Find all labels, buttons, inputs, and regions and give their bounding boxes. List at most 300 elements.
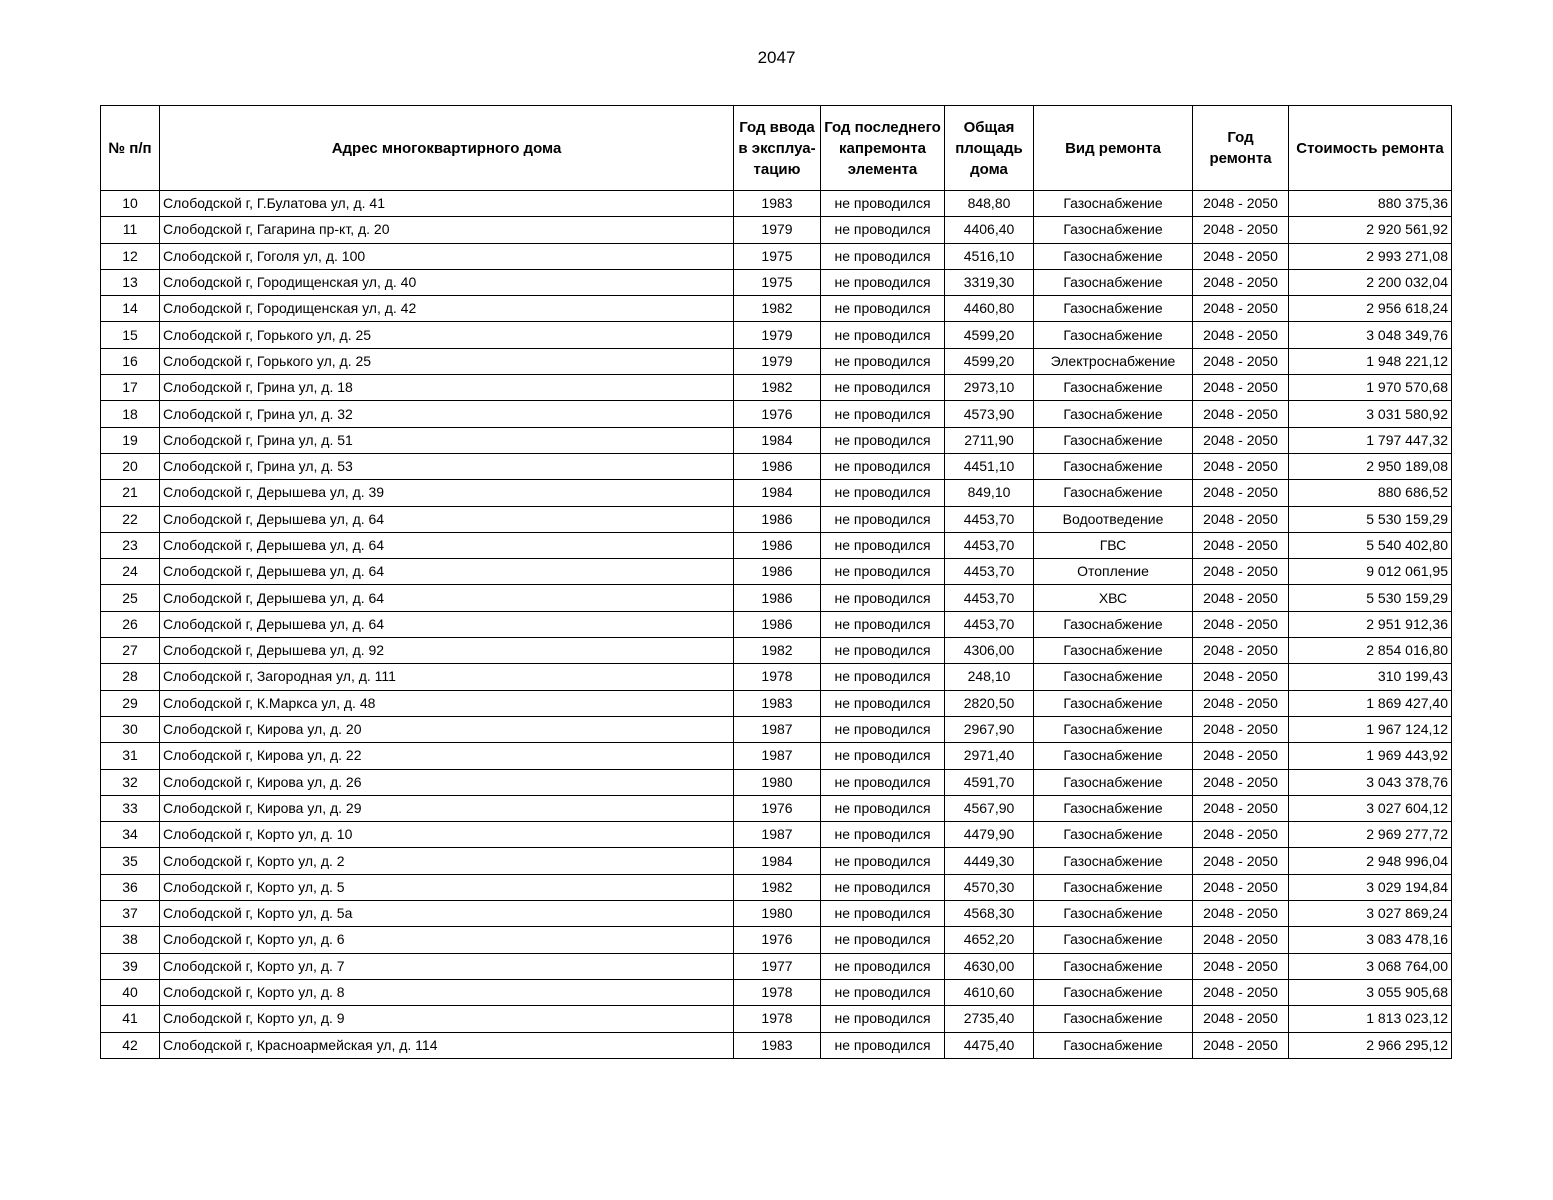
cell-number: 22	[101, 506, 160, 532]
cell-address: Слободской г, Грина ул, д. 18	[160, 375, 734, 401]
cell-number: 41	[101, 1006, 160, 1032]
table-row	[101, 322, 1452, 348]
cell-repair-type: ХВС	[1034, 585, 1193, 611]
cell-address: Слободской г, Кирова ул, д. 26	[160, 769, 734, 795]
table-row	[101, 953, 1452, 979]
cell-commission-year: 1983	[734, 1032, 821, 1058]
cell-address: Слободской г, Горького ул, д. 25	[160, 322, 734, 348]
header-address: Адрес многоквартирного дома	[160, 106, 734, 191]
cell-repair-type: Газоснабжение	[1034, 979, 1193, 1005]
table-row	[101, 427, 1452, 453]
cell-total-area: 4306,00	[945, 638, 1034, 664]
cell-repair-year: 2048 - 2050	[1193, 348, 1289, 374]
cell-commission-year: 1982	[734, 874, 821, 900]
cell-address: Слободской г, Корто ул, д. 7	[160, 953, 734, 979]
cell-repair-year: 2048 - 2050	[1193, 848, 1289, 874]
cell-last-repair: не проводился	[821, 638, 945, 664]
cell-repair-year: 2048 - 2050	[1193, 1032, 1289, 1058]
cell-repair-type: Газоснабжение	[1034, 453, 1193, 479]
cell-number: 12	[101, 243, 160, 269]
cell-last-repair: не проводился	[821, 559, 945, 585]
cell-number: 30	[101, 716, 160, 742]
cell-repair-cost: 3 031 580,92	[1289, 401, 1452, 427]
cell-repair-cost: 2 956 618,24	[1289, 296, 1452, 322]
cell-repair-year: 2048 - 2050	[1193, 532, 1289, 558]
cell-repair-year: 2048 - 2050	[1193, 901, 1289, 927]
cell-total-area: 4453,70	[945, 532, 1034, 558]
cell-commission-year: 1982	[734, 638, 821, 664]
header-repair-year: Год ремонта	[1193, 106, 1289, 191]
cell-commission-year: 1978	[734, 1006, 821, 1032]
cell-number: 39	[101, 953, 160, 979]
cell-repair-type: Газоснабжение	[1034, 375, 1193, 401]
cell-address: Слободской г, Городищенская ул, д. 42	[160, 296, 734, 322]
cell-total-area: 4475,40	[945, 1032, 1034, 1058]
cell-repair-cost: 880 375,36	[1289, 191, 1452, 217]
cell-commission-year: 1976	[734, 927, 821, 953]
cell-repair-cost: 1 869 427,40	[1289, 690, 1452, 716]
cell-address: Слободской г, Гагарина пр-кт, д. 20	[160, 217, 734, 243]
cell-address: Слободской г, Гоголя ул, д. 100	[160, 243, 734, 269]
table-row	[101, 664, 1452, 690]
header-commission-year: Год ввода в эксплуа-тацию	[734, 106, 821, 191]
cell-repair-year: 2048 - 2050	[1193, 217, 1289, 243]
cell-total-area: 2971,40	[945, 743, 1034, 769]
cell-number: 40	[101, 979, 160, 1005]
cell-total-area: 4453,70	[945, 506, 1034, 532]
cell-total-area: 4599,20	[945, 348, 1034, 374]
cell-commission-year: 1978	[734, 979, 821, 1005]
cell-repair-cost: 310 199,43	[1289, 664, 1452, 690]
cell-repair-year: 2048 - 2050	[1193, 953, 1289, 979]
cell-repair-year: 2048 - 2050	[1193, 296, 1289, 322]
cell-commission-year: 1976	[734, 401, 821, 427]
cell-total-area: 2967,90	[945, 716, 1034, 742]
cell-total-area: 4630,00	[945, 953, 1034, 979]
table-row	[101, 690, 1452, 716]
cell-last-repair: не проводился	[821, 953, 945, 979]
cell-repair-year: 2048 - 2050	[1193, 375, 1289, 401]
cell-repair-type: Газоснабжение	[1034, 716, 1193, 742]
cell-repair-type: Газоснабжение	[1034, 953, 1193, 979]
table-row	[101, 243, 1452, 269]
table-row	[101, 927, 1452, 953]
page-number: 2047	[757, 48, 796, 67]
cell-last-repair: не проводился	[821, 348, 945, 374]
cell-commission-year: 1983	[734, 191, 821, 217]
cell-commission-year: 1980	[734, 901, 821, 927]
cell-repair-type: Газоснабжение	[1034, 822, 1193, 848]
cell-repair-year: 2048 - 2050	[1193, 1006, 1289, 1032]
cell-last-repair: не проводился	[821, 874, 945, 900]
cell-repair-year: 2048 - 2050	[1193, 322, 1289, 348]
cell-repair-year: 2048 - 2050	[1193, 585, 1289, 611]
cell-address: Слободской г, Красноармейская ул, д. 114	[160, 1032, 734, 1058]
cell-commission-year: 1986	[734, 611, 821, 637]
cell-number: 17	[101, 375, 160, 401]
cell-number: 16	[101, 348, 160, 374]
cell-total-area: 4453,70	[945, 585, 1034, 611]
table-row	[101, 401, 1452, 427]
table-row	[101, 191, 1452, 217]
cell-total-area: 4453,70	[945, 559, 1034, 585]
cell-total-area: 849,10	[945, 480, 1034, 506]
cell-last-repair: не проводился	[821, 427, 945, 453]
cell-address: Слободской г, Корто ул, д. 5	[160, 874, 734, 900]
cell-repair-cost: 3 027 604,12	[1289, 795, 1452, 821]
cell-address: Слободской г, Дерышева ул, д. 64	[160, 611, 734, 637]
cell-last-repair: не проводился	[821, 743, 945, 769]
cell-commission-year: 1983	[734, 690, 821, 716]
cell-address: Слободской г, Корто ул, д. 6	[160, 927, 734, 953]
cell-repair-cost: 9 012 061,95	[1289, 559, 1452, 585]
cell-repair-cost: 3 048 349,76	[1289, 322, 1452, 348]
table-row	[101, 375, 1452, 401]
cell-number: 28	[101, 664, 160, 690]
cell-number: 20	[101, 453, 160, 479]
cell-number: 13	[101, 269, 160, 295]
cell-commission-year: 1979	[734, 322, 821, 348]
cell-commission-year: 1984	[734, 427, 821, 453]
cell-repair-year: 2048 - 2050	[1193, 979, 1289, 1005]
cell-number: 23	[101, 532, 160, 558]
cell-commission-year: 1987	[734, 743, 821, 769]
cell-number: 29	[101, 690, 160, 716]
cell-repair-cost: 1 797 447,32	[1289, 427, 1452, 453]
cell-number: 42	[101, 1032, 160, 1058]
cell-last-repair: не проводился	[821, 296, 945, 322]
table-row	[101, 848, 1452, 874]
cell-commission-year: 1987	[734, 822, 821, 848]
cell-commission-year: 1986	[734, 532, 821, 558]
cell-commission-year: 1987	[734, 716, 821, 742]
table-row	[101, 269, 1452, 295]
cell-repair-cost: 880 686,52	[1289, 480, 1452, 506]
cell-repair-type: Газоснабжение	[1034, 296, 1193, 322]
cell-repair-type: Газоснабжение	[1034, 664, 1193, 690]
cell-address: Слободской г, Дерышева ул, д. 64	[160, 559, 734, 585]
cell-repair-cost: 5 530 159,29	[1289, 585, 1452, 611]
cell-total-area: 2973,10	[945, 375, 1034, 401]
cell-repair-year: 2048 - 2050	[1193, 822, 1289, 848]
cell-total-area: 4406,40	[945, 217, 1034, 243]
cell-repair-cost: 1 948 221,12	[1289, 348, 1452, 374]
cell-address: Слободской г, Загородная ул, д. 111	[160, 664, 734, 690]
cell-repair-year: 2048 - 2050	[1193, 401, 1289, 427]
cell-last-repair: не проводился	[821, 585, 945, 611]
cell-number: 21	[101, 480, 160, 506]
cell-repair-type: Газоснабжение	[1034, 322, 1193, 348]
cell-repair-type: Газоснабжение	[1034, 611, 1193, 637]
cell-repair-year: 2048 - 2050	[1193, 874, 1289, 900]
header-last-repair-year: Год последнего капремонта элемента	[821, 106, 945, 191]
table-row	[101, 585, 1452, 611]
cell-repair-cost: 1 967 124,12	[1289, 716, 1452, 742]
cell-repair-type: Отопление	[1034, 559, 1193, 585]
table-row	[101, 822, 1452, 848]
cell-repair-type: Газоснабжение	[1034, 269, 1193, 295]
cell-total-area: 2735,40	[945, 1006, 1034, 1032]
cell-number: 14	[101, 296, 160, 322]
cell-last-repair: не проводился	[821, 901, 945, 927]
cell-number: 34	[101, 822, 160, 848]
table-row	[101, 743, 1452, 769]
table-row	[101, 1006, 1452, 1032]
cell-repair-type: Газоснабжение	[1034, 690, 1193, 716]
cell-total-area: 4449,30	[945, 848, 1034, 874]
cell-number: 24	[101, 559, 160, 585]
cell-last-repair: не проводился	[821, 375, 945, 401]
cell-number: 37	[101, 901, 160, 927]
cell-number: 10	[101, 191, 160, 217]
cell-commission-year: 1979	[734, 217, 821, 243]
cell-number: 19	[101, 427, 160, 453]
cell-repair-type: Газоснабжение	[1034, 480, 1193, 506]
cell-total-area: 4610,60	[945, 979, 1034, 1005]
table-row	[101, 795, 1452, 821]
table-row	[101, 480, 1452, 506]
cell-last-repair: не проводился	[821, 795, 945, 821]
cell-repair-type: Газоснабжение	[1034, 1032, 1193, 1058]
cell-total-area: 2711,90	[945, 427, 1034, 453]
cell-total-area: 4451,10	[945, 453, 1034, 479]
cell-repair-cost: 2 950 189,08	[1289, 453, 1452, 479]
cell-last-repair: не проводился	[821, 532, 945, 558]
cell-repair-type: Электроснабжение	[1034, 348, 1193, 374]
cell-repair-year: 2048 - 2050	[1193, 795, 1289, 821]
cell-total-area: 4573,90	[945, 401, 1034, 427]
cell-number: 35	[101, 848, 160, 874]
cell-last-repair: не проводился	[821, 1032, 945, 1058]
cell-repair-cost: 5 540 402,80	[1289, 532, 1452, 558]
cell-total-area: 4599,20	[945, 322, 1034, 348]
cell-last-repair: не проводился	[821, 322, 945, 348]
cell-repair-year: 2048 - 2050	[1193, 506, 1289, 532]
cell-number: 11	[101, 217, 160, 243]
cell-repair-year: 2048 - 2050	[1193, 243, 1289, 269]
cell-repair-cost: 5 530 159,29	[1289, 506, 1452, 532]
table-row	[101, 769, 1452, 795]
cell-last-repair: не проводился	[821, 480, 945, 506]
cell-repair-year: 2048 - 2050	[1193, 769, 1289, 795]
table-row	[101, 217, 1452, 243]
cell-last-repair: не проводился	[821, 848, 945, 874]
table-row	[101, 611, 1452, 637]
table-body	[101, 191, 1452, 1059]
cell-last-repair: не проводился	[821, 217, 945, 243]
cell-address: Слободской г, Городищенская ул, д. 40	[160, 269, 734, 295]
table-row	[101, 1032, 1452, 1058]
cell-number: 26	[101, 611, 160, 637]
cell-repair-cost: 2 993 271,08	[1289, 243, 1452, 269]
table-row	[101, 716, 1452, 742]
header-total-area: Общая площадь дома	[945, 106, 1034, 191]
cell-repair-cost: 3 055 905,68	[1289, 979, 1452, 1005]
cell-number: 36	[101, 874, 160, 900]
cell-total-area: 4567,90	[945, 795, 1034, 821]
cell-address: Слободской г, Грина ул, д. 53	[160, 453, 734, 479]
cell-total-area: 4570,30	[945, 874, 1034, 900]
cell-repair-type: Газоснабжение	[1034, 217, 1193, 243]
cell-last-repair: не проводился	[821, 716, 945, 742]
cell-number: 25	[101, 585, 160, 611]
cell-address: Слободской г, Грина ул, д. 32	[160, 401, 734, 427]
header-repair-cost: Стоимость ремонта	[1289, 106, 1452, 191]
cell-last-repair: не проводился	[821, 690, 945, 716]
cell-number: 15	[101, 322, 160, 348]
cell-commission-year: 1979	[734, 348, 821, 374]
cell-total-area: 248,10	[945, 664, 1034, 690]
cell-repair-year: 2048 - 2050	[1193, 611, 1289, 637]
cell-repair-year: 2048 - 2050	[1193, 191, 1289, 217]
cell-address: Слободской г, Корто ул, д. 9	[160, 1006, 734, 1032]
cell-commission-year: 1984	[734, 480, 821, 506]
cell-repair-cost: 2 969 277,72	[1289, 822, 1452, 848]
cell-repair-cost: 3 029 194,84	[1289, 874, 1452, 900]
cell-commission-year: 1978	[734, 664, 821, 690]
cell-total-area: 848,80	[945, 191, 1034, 217]
cell-total-area: 2820,50	[945, 690, 1034, 716]
cell-repair-type: Газоснабжение	[1034, 848, 1193, 874]
cell-repair-year: 2048 - 2050	[1193, 927, 1289, 953]
cell-repair-type: Газоснабжение	[1034, 191, 1193, 217]
cell-repair-cost: 1 969 443,92	[1289, 743, 1452, 769]
cell-address: Слободской г, Кирова ул, д. 22	[160, 743, 734, 769]
cell-number: 32	[101, 769, 160, 795]
cell-repair-year: 2048 - 2050	[1193, 638, 1289, 664]
cell-repair-year: 2048 - 2050	[1193, 690, 1289, 716]
cell-repair-type: Газоснабжение	[1034, 901, 1193, 927]
cell-commission-year: 1984	[734, 848, 821, 874]
header-number: № п/п	[101, 106, 160, 191]
cell-address: Слободской г, Грина ул, д. 51	[160, 427, 734, 453]
header-repair-type: Вид ремонта	[1034, 106, 1193, 191]
cell-repair-type: Газоснабжение	[1034, 795, 1193, 821]
cell-repair-cost: 2 920 561,92	[1289, 217, 1452, 243]
cell-address: Слободской г, Дерышева ул, д. 92	[160, 638, 734, 664]
cell-repair-type: Газоснабжение	[1034, 874, 1193, 900]
cell-repair-type: Газоснабжение	[1034, 743, 1193, 769]
cell-total-area: 4568,30	[945, 901, 1034, 927]
cell-last-repair: не проводился	[821, 769, 945, 795]
cell-commission-year: 1977	[734, 953, 821, 979]
cell-address: Слободской г, Горького ул, д. 25	[160, 348, 734, 374]
cell-total-area: 4591,70	[945, 769, 1034, 795]
cell-total-area: 4479,90	[945, 822, 1034, 848]
cell-address: Слободской г, Дерышева ул, д. 64	[160, 532, 734, 558]
table-row	[101, 901, 1452, 927]
cell-repair-cost: 3 083 478,16	[1289, 927, 1452, 953]
cell-last-repair: не проводился	[821, 822, 945, 848]
cell-commission-year: 1976	[734, 795, 821, 821]
table-row	[101, 559, 1452, 585]
cell-repair-cost: 1 813 023,12	[1289, 1006, 1452, 1032]
cell-repair-cost: 3 068 764,00	[1289, 953, 1452, 979]
table-row	[101, 506, 1452, 532]
cell-last-repair: не проводился	[821, 401, 945, 427]
cell-last-repair: не проводился	[821, 453, 945, 479]
cell-address: Слободской г, Кирова ул, д. 29	[160, 795, 734, 821]
cell-number: 18	[101, 401, 160, 427]
cell-last-repair: не проводился	[821, 243, 945, 269]
cell-number: 31	[101, 743, 160, 769]
cell-repair-type: Газоснабжение	[1034, 927, 1193, 953]
cell-address: Слободской г, Г.Булатова ул, д. 41	[160, 191, 734, 217]
cell-commission-year: 1982	[734, 375, 821, 401]
cell-repair-type: Газоснабжение	[1034, 427, 1193, 453]
cell-commission-year: 1986	[734, 559, 821, 585]
cell-repair-year: 2048 - 2050	[1193, 716, 1289, 742]
table-row	[101, 638, 1452, 664]
cell-last-repair: не проводился	[821, 1006, 945, 1032]
cell-last-repair: не проводился	[821, 506, 945, 532]
cell-commission-year: 1986	[734, 506, 821, 532]
cell-repair-cost: 2 948 996,04	[1289, 848, 1452, 874]
cell-commission-year: 1980	[734, 769, 821, 795]
cell-total-area: 4460,80	[945, 296, 1034, 322]
cell-repair-cost: 3 027 869,24	[1289, 901, 1452, 927]
cell-total-area: 4516,10	[945, 243, 1034, 269]
cell-repair-year: 2048 - 2050	[1193, 664, 1289, 690]
cell-commission-year: 1986	[734, 585, 821, 611]
cell-address: Слободской г, Дерышева ул, д. 64	[160, 506, 734, 532]
cell-address: Слободской г, Дерышева ул, д. 39	[160, 480, 734, 506]
cell-address: Слободской г, Корто ул, д. 10	[160, 822, 734, 848]
cell-repair-type: Газоснабжение	[1034, 243, 1193, 269]
cell-commission-year: 1975	[734, 269, 821, 295]
cell-last-repair: не проводился	[821, 269, 945, 295]
cell-total-area: 4652,20	[945, 927, 1034, 953]
table-row	[101, 348, 1452, 374]
table-row	[101, 979, 1452, 1005]
cell-address: Слободской г, Корто ул, д. 8	[160, 979, 734, 1005]
table-row	[101, 874, 1452, 900]
table-row	[101, 532, 1452, 558]
cell-repair-type: Водоотведение	[1034, 506, 1193, 532]
cell-repair-year: 2048 - 2050	[1193, 427, 1289, 453]
cell-repair-type: Газоснабжение	[1034, 769, 1193, 795]
cell-commission-year: 1975	[734, 243, 821, 269]
cell-number: 38	[101, 927, 160, 953]
cell-address: Слободской г, Корто ул, д. 5а	[160, 901, 734, 927]
cell-address: Слободской г, К.Маркса ул, д. 48	[160, 690, 734, 716]
cell-address: Слободской г, Дерышева ул, д. 64	[160, 585, 734, 611]
cell-address: Слободской г, Корто ул, д. 2	[160, 848, 734, 874]
cell-repair-type: Газоснабжение	[1034, 638, 1193, 664]
cell-last-repair: не проводился	[821, 927, 945, 953]
cell-total-area: 4453,70	[945, 611, 1034, 637]
cell-last-repair: не проводился	[821, 979, 945, 1005]
cell-repair-cost: 2 200 032,04	[1289, 269, 1452, 295]
cell-repair-cost: 2 951 912,36	[1289, 611, 1452, 637]
cell-repair-cost: 2 966 295,12	[1289, 1032, 1452, 1058]
cell-number: 33	[101, 795, 160, 821]
cell-address: Слободской г, Кирова ул, д. 20	[160, 716, 734, 742]
cell-repair-year: 2048 - 2050	[1193, 743, 1289, 769]
cell-commission-year: 1982	[734, 296, 821, 322]
cell-repair-type: Газоснабжение	[1034, 1006, 1193, 1032]
cell-repair-cost: 2 854 016,80	[1289, 638, 1452, 664]
table-row	[101, 296, 1452, 322]
cell-last-repair: не проводился	[821, 611, 945, 637]
cell-last-repair: не проводился	[821, 664, 945, 690]
table-row	[101, 453, 1452, 479]
cell-repair-type: Газоснабжение	[1034, 401, 1193, 427]
cell-total-area: 3319,30	[945, 269, 1034, 295]
cell-repair-year: 2048 - 2050	[1193, 269, 1289, 295]
cell-repair-cost: 3 043 378,76	[1289, 769, 1452, 795]
cell-number: 27	[101, 638, 160, 664]
